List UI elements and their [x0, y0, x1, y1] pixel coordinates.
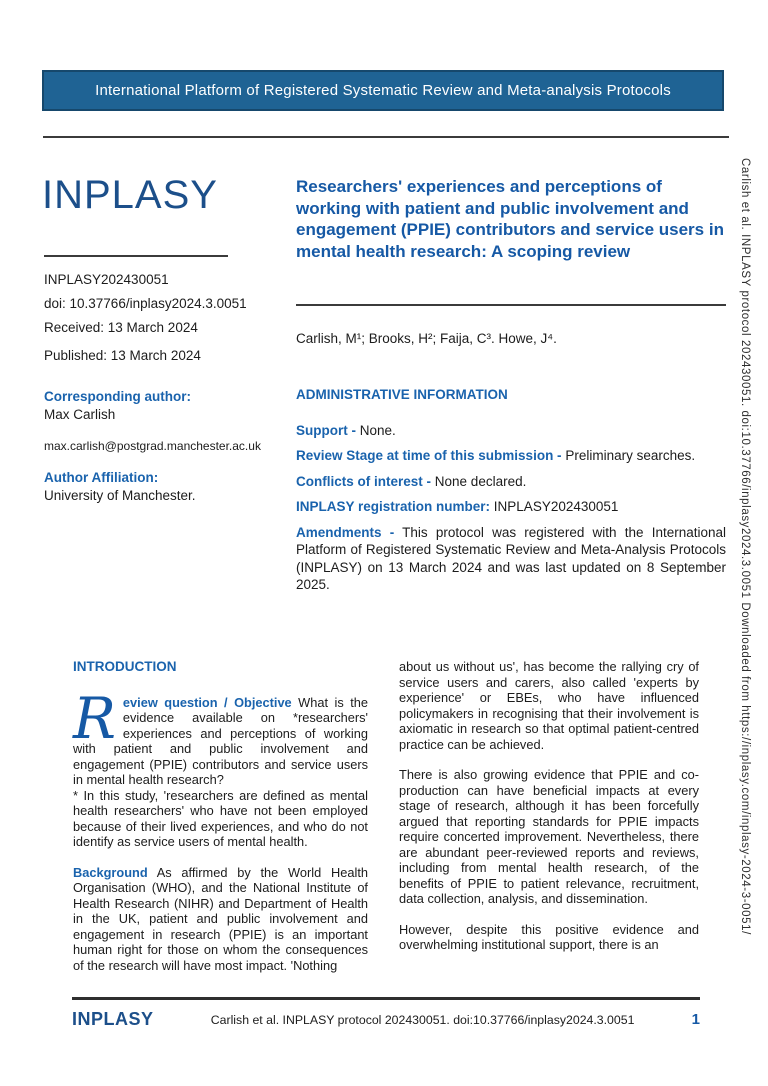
amendments-line [296, 524, 726, 594]
review-stage-label: Review Stage at time of this submission - [296, 448, 562, 463]
corresponding-author-name: Max Carlish [44, 407, 116, 422]
objective-text: What is the evidence available on *researchers' experiences and perceptions of working with patient and public involvement and engagement (PPIE) contributors and service users in mental health research? [73, 694, 368, 787]
platform-banner-text: International Platform of Registered Systematic Review and Meta-analysis Protocols [95, 82, 671, 99]
review-stage-line [296, 447, 726, 465]
introduction-column-right [399, 659, 699, 968]
corresponding-author-block [44, 388, 261, 505]
support-value: None. [359, 422, 396, 438]
platform-banner [42, 70, 724, 111]
registration-line [296, 498, 726, 516]
footer-citation: Carlish et al. INPLASY protocol 202430051. doi:10.37766/inplasy2024.3.0051 [210, 1012, 635, 1027]
support-label: Support - [296, 422, 356, 438]
registration-number: INPLASY202430051 [44, 272, 169, 287]
affiliation-label: Author Affiliation: [44, 470, 159, 485]
footer-logo: INPLASY [72, 1009, 154, 1029]
footer [72, 1009, 700, 1030]
administrative-information [296, 386, 726, 602]
background-paragraph [73, 865, 368, 974]
background-text: As affirmed by the World Health Organisation (WHO), and the National Institute of Health Research (NIHR) and Department of Health in the UK, patient and public involvement and engagement in research (PPIE) is an important human right for those on whom the consequences of the research will have most impact. 'Nothing [73, 864, 368, 973]
metadata-block [44, 272, 247, 372]
footnote-paragraph: * In this study, 'researchers are defined as mental health researchers' who have not been employed because of their lived experiences, and who do not identify as service users of mental health. [73, 787, 368, 849]
background-label: Background [73, 864, 148, 880]
introduction-column-left [73, 659, 368, 973]
title-rule [296, 304, 726, 306]
article-title: Researchers' experiences and perceptions of working with patient and public involvement and engagement (PPIE) contributors and service users in mental health research: A scoping review [296, 177, 724, 261]
objective-label: eview question / Objective [122, 694, 292, 710]
corresponding-author-label: Corresponding author: [44, 389, 191, 404]
registration-value: INPLASY202430051 [493, 499, 619, 514]
page-number: 1 [691, 1011, 700, 1028]
published-date: Published: 13 March 2024 [44, 348, 201, 363]
doi-line: doi: 10.37766/inplasy2024.3.0051 [44, 296, 247, 311]
conflicts-label: Conflicts of interest - [296, 473, 432, 489]
conflicts-value: None declared. [434, 473, 527, 489]
review-question-paragraph [73, 685, 368, 788]
review-stage-value: Preliminary searches. [565, 448, 696, 463]
support-line [296, 422, 726, 440]
body-paragraph-3: However, despite this positive evidence and overwhelming institutional support, there is an [399, 921, 699, 952]
introduction-heading: INTRODUCTION [73, 659, 177, 674]
received-date: Received: 13 March 2024 [44, 320, 198, 335]
registration-label: INPLASY registration number: [296, 499, 491, 514]
footer-rule [72, 997, 700, 1000]
amendments-label: Amendments - [296, 524, 395, 540]
dropcap-r: R [73, 685, 116, 752]
administrative-heading: ADMINISTRATIVE INFORMATION [296, 387, 508, 402]
corresponding-author-email: max.carlish@postgrad.manchester.ac.uk [44, 439, 261, 453]
amendments-value: This protocol was registered with the International Platform of Registered Systematic Review and Meta-Analysis Protocols (INPLASY) on 13 March 2024 and was last updated on 8 September 2025. [296, 524, 726, 592]
sidebar-citation: Carlish et al. INPLASY protocol 202430051. doi:10.37766/inplasy2024.3.0051 Downloaded from https://inplasy.com/inplasy-2024-3-0051/ [739, 158, 751, 935]
top-rule [43, 136, 729, 138]
logo-rule [44, 255, 228, 257]
authors-line: Carlish, M¹; Brooks, H²; Faija, C³. Howe, J⁴. [296, 331, 557, 346]
body-paragraph-2: There is also growing evidence that PPIE and co-production can have beneficial impacts at every stage of research, although it has been forcefully argued that reporting standards for PPIE impacts require concerted improvement. Nevertheless, there are abundant peer-reviewed reports and reviews, including from mental health research, of the benefits of PPIE to patient relevance, recruitment, data collection, analysis, and dissemination. [399, 767, 699, 906]
conflicts-line [296, 473, 726, 491]
inplasy-logo: INPLASY [42, 173, 218, 217]
body-paragraph-1: about us without us', has become the rallying cry of service users and carers, also called 'experts by experience' or EBEs, who have influenced policymakers in recognising that their involvement is axiomatic in research so that optimal patient-centred practice can be achieved. [399, 659, 699, 752]
affiliation-value: University of Manchester. [44, 488, 196, 503]
